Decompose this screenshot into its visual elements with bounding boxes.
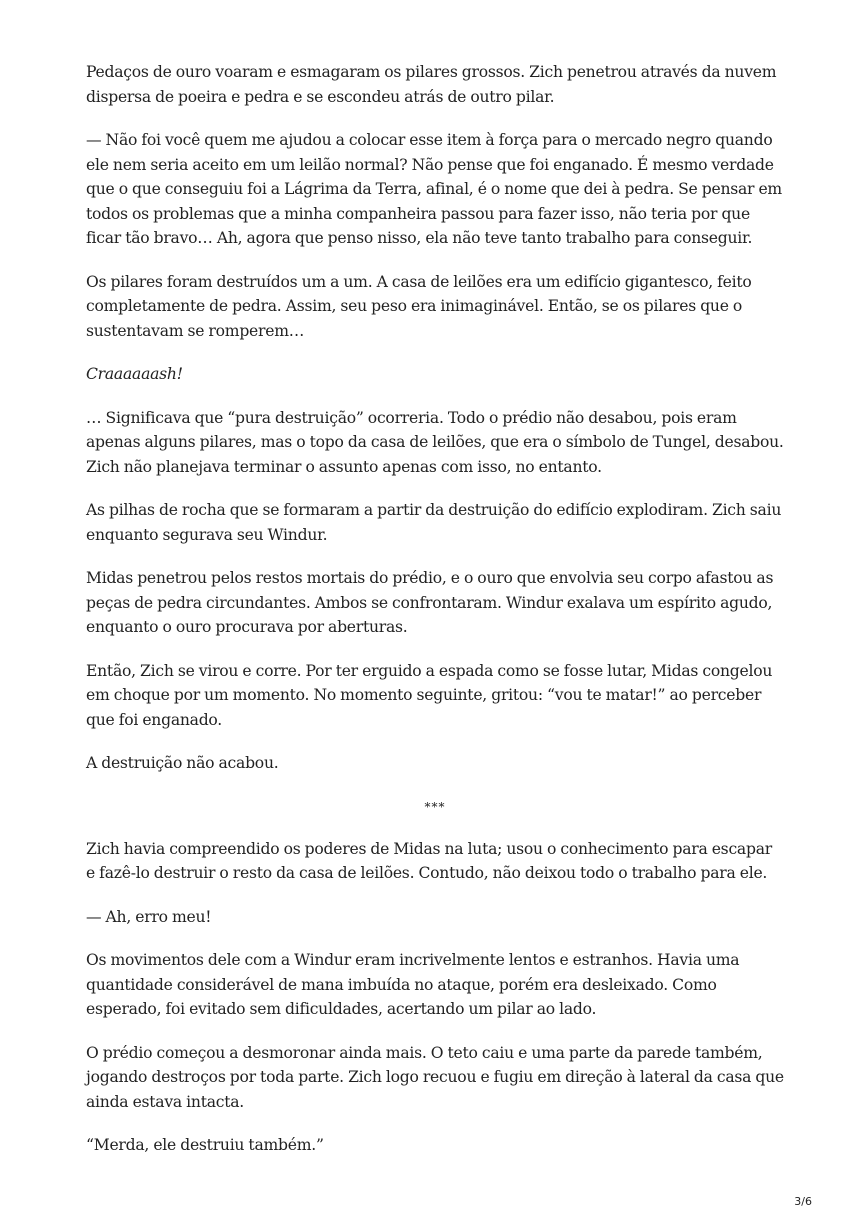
document-body <box>86 60 784 1177</box>
paragraph: Então, Zich se virou e corre. Por ter erguido a espada como se fosse lutar, Midas congelou em choque por um momento. No momento seguinte, gritou: “vou te matar!” ao perceber que foi enganado. <box>86 661 773 729</box>
paragraph: Os pilares foram destruídos um a um. A casa de leilões era um edifício gigantesco, feito completamente de pedra. Assim, seu peso era inimaginável. Então, se os pilares que o sustentavam se romperem… <box>86 272 752 340</box>
paragraph: O prédio começou a desmoronar ainda mais. O teto caiu e uma parte da parede também, jogando destroços por toda parte. Zich logo recuou e fugiu em direção à lateral da casa que ainda estava intacta. <box>86 1043 784 1111</box>
paragraph: Pedaços de ouro voaram e esmagaram os pilares grossos. Zich penetrou através da nuvem dispersa de poeira e pedra e se escondeu atrás de outro pilar. <box>86 63 777 106</box>
page-number: 3/6 <box>794 1195 812 1208</box>
paragraph: — Não foi você quem me ajudou a colocar esse item à força para o mercado negro quando ele nem seria aceito em um leilão normal? Não pense que foi enganado. É mesmo verdade que o que conseguiu foi a Lágrima da Terra, afinal, é o nome que dei à pedra. Se pensar em todos os problemas que a minha companheira passou para fazer isso, não teria por que ficar tão bravo… Ah, agora que penso nisso, ela não teve tanto trabalho para conseguir. <box>86 131 782 247</box>
section-separator: *** <box>424 799 446 814</box>
paragraph: … Significava que “pura destruição” ocorreria. Todo o prédio não desabou, pois eram apenas alguns pilares, mas o topo da casa de leilões, que era o símbolo de Tungel, desabou. Zich não planejava terminar o assunto apenas com isso, no entanto. <box>86 408 784 476</box>
paragraph: As pilhas de rocha que se formaram a partir da destruição do edifício explodiram. Zich saiu enquanto segurava seu Windur. <box>86 501 782 544</box>
paragraph: Os movimentos dele com a Windur eram incrivelmente lentos e estranhos. Havia uma quantidade considerável de mana imbuída no ataque, porém era desleixado. Como esperado, foi evitado sem dificuldades, acertando um pilar ao lado. <box>86 951 740 1018</box>
paragraph: — Ah, erro meu! <box>86 907 212 926</box>
paragraph: Midas penetrou pelos restos mortais do prédio, e o ouro que envolvia seu corpo afastou as peças de pedra circundantes. Ambos se confrontaram. Windur exalava um espírito agudo, enquanto o ouro procurava por aberturas. <box>86 569 774 636</box>
sound-effect: Craaaaaash! <box>86 365 183 383</box>
paragraph: A destruição não acabou. <box>86 754 279 772</box>
paragraph: Zich havia compreendido os poderes de Midas na luta; usou o conhecimento para escapar e fazê-lo destruir o resto da casa de leilões. Contudo, não deixou todo o trabalho para ele. <box>86 839 772 882</box>
paragraph: “Merda, ele destruiu também.” <box>86 1136 324 1154</box>
